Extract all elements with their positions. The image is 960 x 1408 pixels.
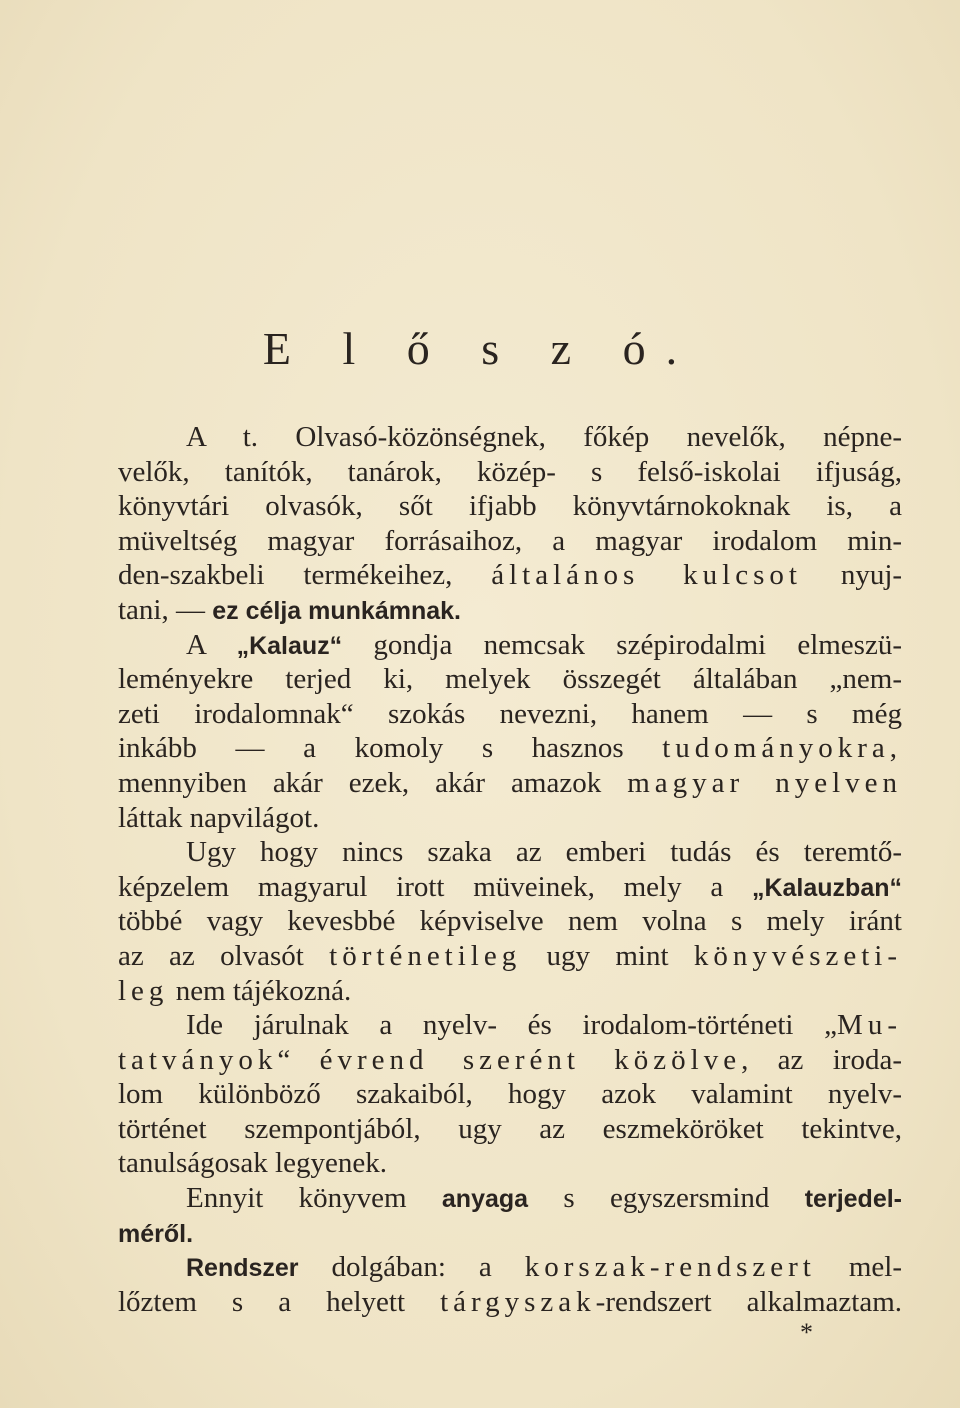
text-line [118,628,902,663]
text-span: s egyszersmind [528,1182,805,1215]
text-span: dolgában: a [298,1251,525,1284]
text-span: ugy mint [521,939,694,972]
bold-emphasis: ez célja munkámnak. [212,596,461,625]
text-span: Ennyit könyvem [186,1182,442,1215]
text-line [118,455,902,490]
text-line [118,801,902,836]
page-title: E l ő s z ó. [262,323,698,374]
text-line [118,662,902,697]
text-span: történet szempontjából, ugy az eszmeköröket tekintve, [118,1112,902,1145]
text-span: nyuj- [840,559,903,592]
text-span: tani, — [118,593,213,626]
text-line [118,1181,902,1216]
text-line [118,593,902,628]
spaced-emphasis: könyvészeti- [693,939,902,972]
text-span: zeti irodalomnak“ szokás nevezni, hanem — s még [118,697,902,730]
text-line [118,766,902,801]
text-line [118,1250,902,1285]
text-span: lőztem s a helyett [118,1285,441,1318]
text-line [118,524,902,559]
text-line [118,1216,902,1251]
text-span: mennyiben akár ezek, akár amazok [118,766,628,799]
text-span: képzelem magyarul irott müveinek, mely a [118,870,752,903]
text-line [118,1146,902,1181]
text-span: inkább — a komoly s hasznos [118,732,663,765]
text-line [118,558,902,593]
text-span: nem tájékozná. [168,974,352,1007]
bold-emphasis: Rendszer [186,1254,299,1283]
text-line [118,1043,902,1078]
text-span: többé vagy kevesbbé képviselve nem volna s mely iránt [118,905,902,938]
text-span: gondja nemcsak szépirodalmi elmeszü- [342,628,902,661]
text-line [118,1077,902,1112]
bold-emphasis: anyaga [441,1185,529,1214]
bold-emphasis: „Kalauz“ [236,631,343,660]
text-span: lom különböző szakaiból, hogy azok valamint nyelv- [118,1078,902,1111]
preface-text [118,420,902,1319]
text-span: Ide járulnak a nyelv- és irodalom-történeti „ [186,1009,838,1042]
text-line [118,939,902,974]
spaced-emphasis: magyar nyelven [627,766,902,799]
spaced-emphasis: általános kulcsot [491,559,802,592]
text-span: , az iroda- [741,1043,902,1076]
text-line [118,420,902,455]
text-span: Ugy hogy nincs szaka az emberi tudás és teremtő- [186,836,902,869]
text-span: den-szakbeli termékeihez, [118,559,453,592]
text-span: mel- [815,1251,902,1284]
bold-emphasis: „Kalauzban“ [751,873,902,902]
spaced-emphasis: tatványok [118,1043,278,1076]
text-span: könyvtári olvasók, sőt ifjabb könyvtárnokoknak is, a [118,490,902,523]
spaced-emphasis: Mu- [837,1009,902,1042]
text-line [118,835,902,870]
footer-mark: * [800,1318,813,1347]
spaced-emphasis: évrend szerént közölve [319,1043,742,1076]
text-span: müveltség magyar forrásaihoz, a magyar irodalom min- [118,524,902,557]
bold-emphasis: terjedel- [804,1185,902,1214]
text-span: tanulságosak legyenek. [118,1147,387,1180]
text-line [118,1112,902,1147]
text-span: leményekre terjed ki, melyek összegét általában „nem- [118,663,902,696]
text-line [118,904,902,939]
text-span: A t. Olvasó-közönségnek, főkép nevelők, népne- [186,421,902,453]
spaced-emphasis: tárgyszak [440,1285,596,1318]
text-span: “ [277,1043,320,1076]
text-line [118,697,902,732]
bold-emphasis: méről. [118,1219,194,1248]
text-span: az az olvasót [118,939,330,972]
text-line [118,731,902,766]
spaced-emphasis: leg [118,974,169,1007]
spaced-emphasis: történetileg [329,939,522,972]
text-line [118,870,902,905]
text-line [118,1285,902,1320]
text-span: -rendszert alkalmaztam. [595,1285,902,1318]
text-span: velők, tanítók, tanárok, közép- s felső-iskolai ifjuság, [118,455,902,488]
spaced-emphasis: tudományokra, [662,732,902,765]
text-line [118,489,902,524]
text-line [118,974,902,1009]
text-span: A [186,628,237,661]
text-span: láttak napvilágot. [118,801,320,834]
spaced-emphasis: korszak-rendszert [524,1251,816,1284]
text-line [118,1008,902,1043]
